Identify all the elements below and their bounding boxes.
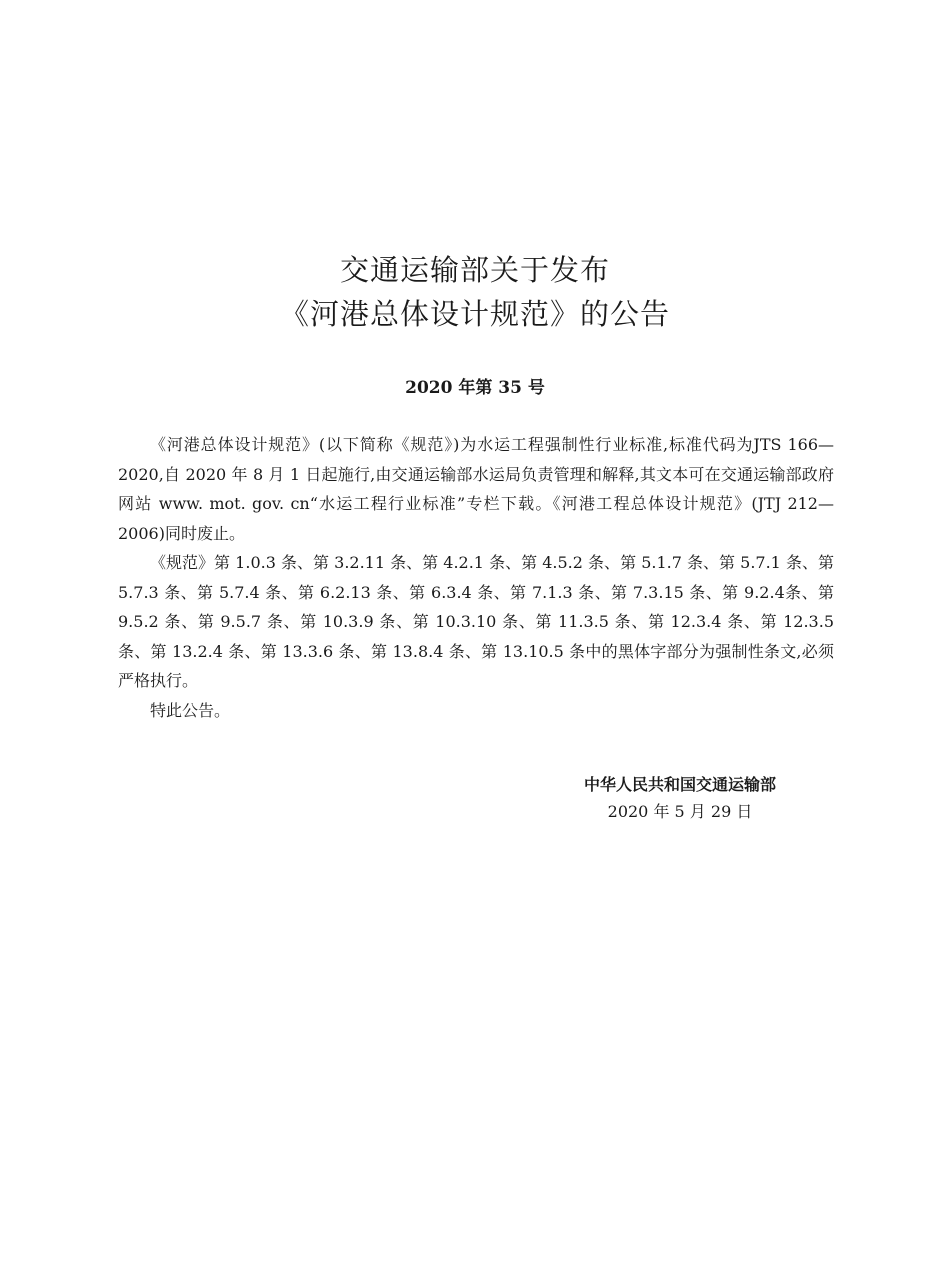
document-number: 2020 年第 35 号 [405, 378, 545, 398]
issuer-name: 中华人民共和国交通运输部 [583, 775, 776, 794]
signature-block [540, 771, 820, 825]
issue-date: 2020 年 5 月 29 日 [607, 802, 753, 821]
body-paragraph-2: 《规范》第 1.0.3 条、第 3.2.11 条、第 4.2.1 条、第 4.5.2 条、第 5.1.7 条、第 5.7.1 条、第 5.7.3 条、第 5.7.4 条、第 6.2.13 条、第 6.3.4 条、第 7.1.3 条、第 7.3.15 条、第 9.2.4条、第 9.5.2 条、第 9.5.7 条、第 10.3.9 条、第 10.3.10 条、第 11.3.5 条、第 12.3.4 条、第 12.3.5 条、第 13.2.4 条、第 13.3.6 条、第 13.8.4 条、第 13.10.5 条中的黑体字部分为强制性条文,必须严格执行。 [118, 553, 834, 690]
body-paragraph-3: 特此公告。 [150, 700, 231, 720]
announcement-body [118, 430, 834, 725]
announcement-title [0, 248, 950, 336]
body-paragraph-1: 《河港总体设计规范》(以下简称《规范》)为水运工程强制性行业标准,标准代码为JTS 166—2020,自 2020 年 8 月 1 日起施行,由交通运输部水运局负责管理和解释,其文本可在交通运输部政府网站 www. mot. gov. cn“水运工程行业标准”专栏下载。《河港工程总体设计规范》(JTJ 212—2006)同时废止。 [118, 435, 834, 543]
title-line-1: 交通运输部关于发布 [339, 253, 610, 287]
title-line-2: 《河港总体设计规范》的公告 [279, 297, 670, 331]
